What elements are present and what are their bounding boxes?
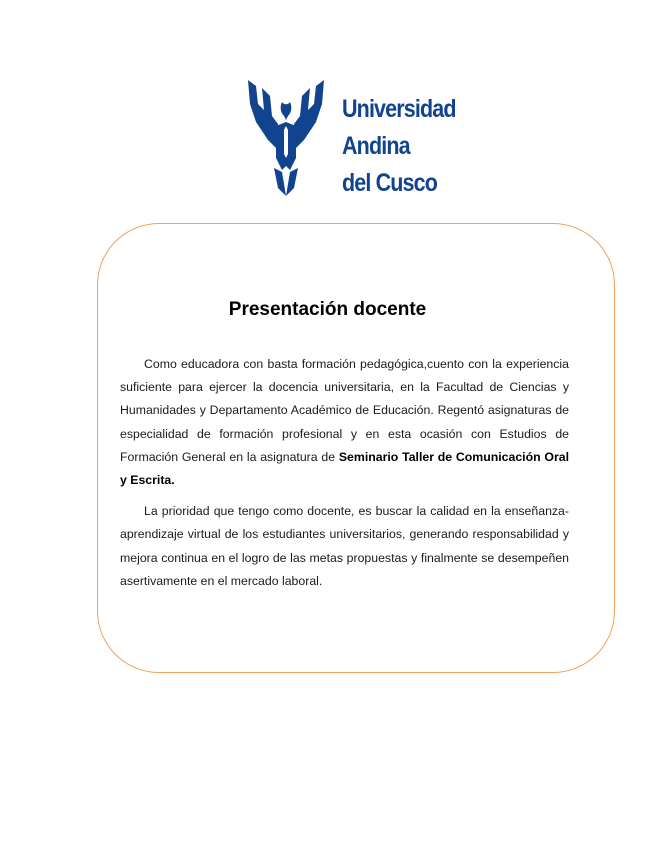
logo-line-2: Andina — [342, 132, 410, 160]
logo-wordmark — [342, 91, 456, 202]
paragraph-experience — [120, 353, 569, 492]
university-logo — [246, 80, 456, 197]
eagle-emblem-icon — [246, 80, 326, 196]
logo-line-1: Universidad — [342, 95, 456, 123]
paragraph-priority: La prioridad que tengo como docente, es buscar la calidad en la enseñanza- aprendizaje virtual de los estudiantes universitarios, generando responsabilidad y mejora continua en el logro de las metas propuestas y finalmente se desempeñen asertivamente en el mercado laboral. — [120, 504, 569, 588]
paragraph-experience-text: Como educadora con basta formación pedagógica,cuento con la experiencia suficiente para ejercer la docencia universitaria, en la Facultad de Ciencias y Humanidades y Departamento Académico de Educación. Regentó asignaturas de especialidad de formación profesional y en esta ocasión con Estudios de Formación General en la asignatura de — [120, 357, 569, 464]
logo-line-3: del Cusco — [342, 169, 438, 197]
course-name: Seminario Taller de Comunicación Oral y Escrita. — [120, 449, 569, 488]
page-title: Presentación docente — [228, 299, 427, 320]
presentation-body — [120, 353, 569, 601]
